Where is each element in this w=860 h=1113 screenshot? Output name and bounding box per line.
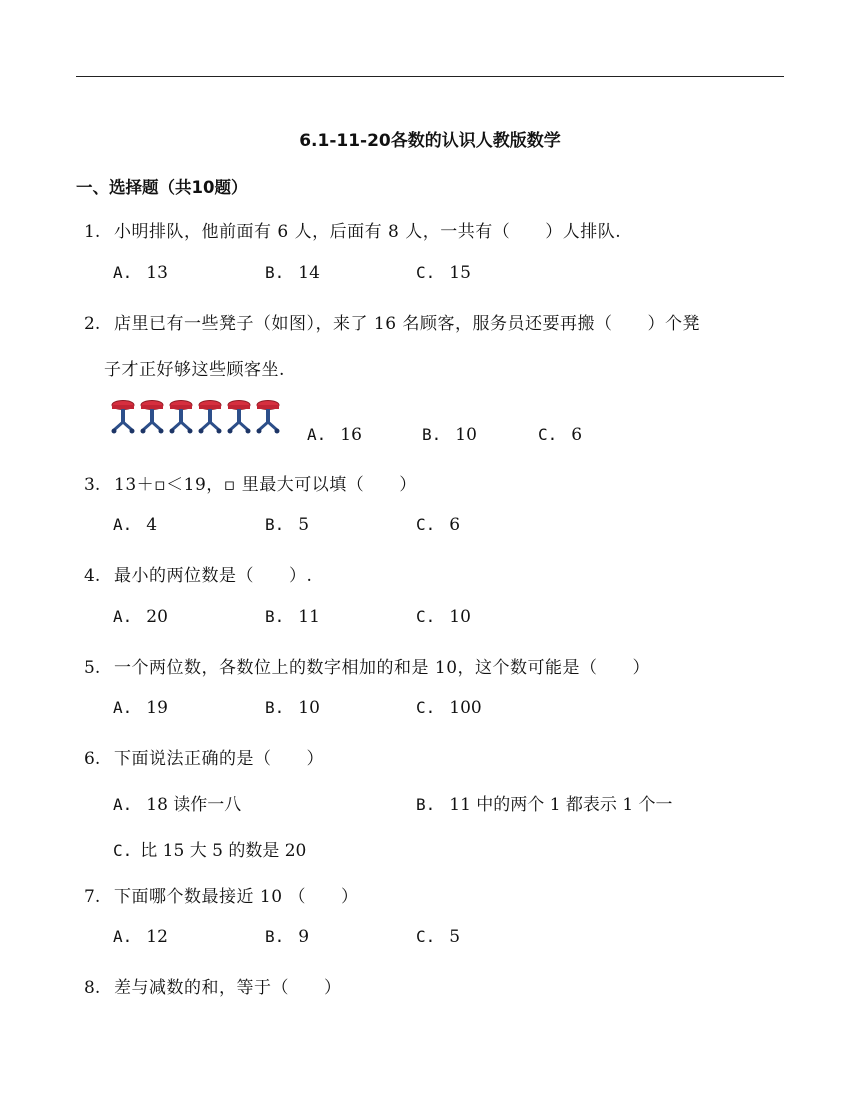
question-text: 小明排队，他前面有 6 人，后面有 8 人，一共有（ ）人排队. [114,222,622,242]
question-text: 下面哪个数最接近 10 （ ） [114,887,359,907]
option-b: B. 10 [422,425,477,445]
question-text-continued: 子才正好够这些顾客坐. [104,360,285,380]
stool-icon [112,401,135,434]
option-b: B. 5 [265,515,310,535]
question-7 [84,882,358,907]
option-a: A. 19 [113,698,168,718]
option-c: C. 5 [416,927,461,947]
option-b: B. 11 中的两个 1 都表示 1 个一 [416,795,673,815]
question-number: 1. [84,222,101,242]
header-rule [76,76,784,77]
stools-image [111,400,291,438]
option-a: A. 12 [113,927,168,947]
question-text: 差与减数的和，等于（ ） [114,978,342,998]
option-c: C. 10 [416,607,471,627]
question-text: 最小的两位数是（ ）. [114,566,313,586]
question-number: 5. [84,658,101,678]
option-b: B. 10 [265,698,320,718]
option-a: A. 18 读作一八 [113,795,242,815]
question-5 [84,653,650,678]
option-c: C. 6 [416,515,461,535]
option-c: C. 15 [416,263,471,283]
question-1 [84,217,621,242]
option-a: A. 4 [113,515,158,535]
question-number: 8. [84,978,101,998]
question-number: 6. [84,749,101,769]
question-8 [84,973,342,998]
question-text: 店里已有一些凳子（如图），来了 16 名顾客，服务员还要再搬（ ）个凳 [114,314,700,334]
option-b: B. 14 [265,263,320,283]
option-a: A. 16 [307,425,362,445]
question-number: 4. [84,566,101,586]
option-c: C. 100 [416,698,482,718]
option-c: C. 比 15 大 5 的数是 20 [113,841,307,861]
question-text: 一个两位数，各数位上的数字相加的和是 10，这个数可能是（ ） [114,658,651,678]
document-title: 6.1-11-20各数的认识人教版数学 [299,131,561,151]
question-6 [84,744,324,769]
question-3 [84,470,417,495]
question-number: 2. [84,314,101,334]
option-b: B. 9 [265,927,310,947]
question-number: 7. [84,887,101,907]
section-heading: 一、选择题（共10题） [76,178,248,197]
question-text: 13＋▫＜19，▫ 里最大可以填（ ） [114,475,417,495]
question-text: 下面说法正确的是（ ） [114,749,324,769]
option-c: C. 6 [538,425,583,445]
question-2 [84,309,700,334]
option-b: B. 11 [265,607,320,627]
question-4 [84,561,312,586]
question-number: 3. [84,475,101,495]
option-a: A. 13 [113,263,168,283]
option-a: A. 20 [113,607,168,627]
